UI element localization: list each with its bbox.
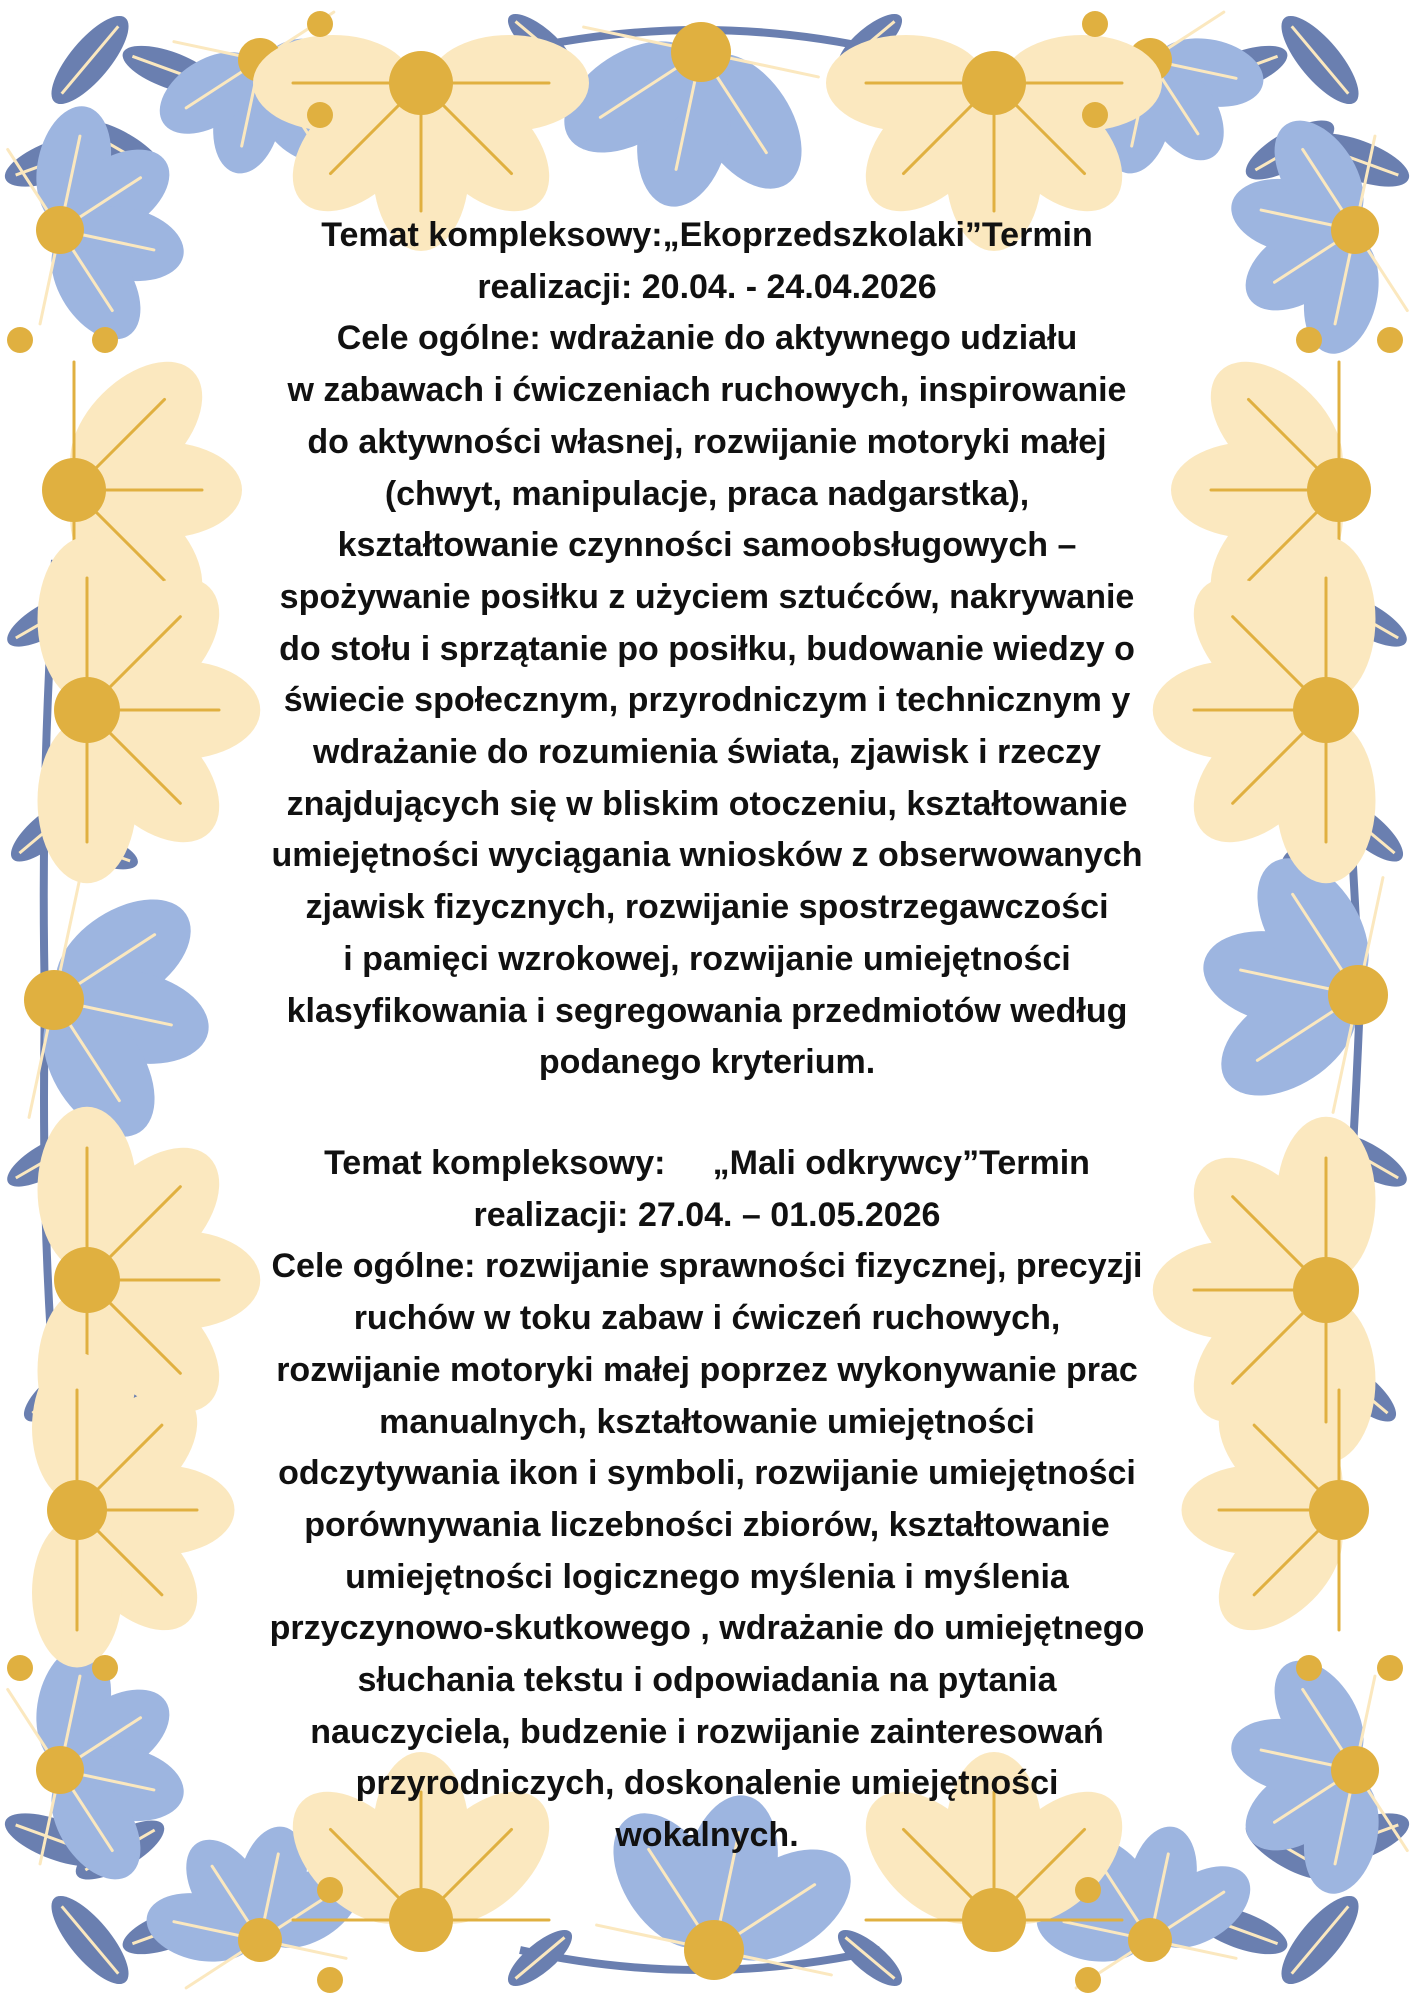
goals-text-line: do aktywności własnej, rozwijanie motoryki małej (307, 422, 1107, 461)
goals-text-line: przyczynowo-skutkowego , wdrażanie do umiejętnego (269, 1609, 1145, 1648)
goals-text-line: ruchów w toku zabaw i ćwiczeń ruchowych, (353, 1299, 1061, 1338)
gold-dot-icon (1377, 1655, 1403, 1681)
goals-text-line: Cele ogólne: wdrażanie do aktywnego udziału (336, 319, 1078, 358)
gold-dot-icon (1075, 1967, 1101, 1993)
goals-text-line: znajdujących się w bliskim otoczeniu, kształtowanie (286, 784, 1128, 823)
goals-text-line: rozwijanie motoryki małej poprzez wykonywanie prac (276, 1350, 1138, 1389)
goals-text-line: świecie społecznym, przyrodniczym i technicznym y (283, 681, 1131, 720)
goals-text-line: (chwyt, manipulacje, praca nadgarstka), (384, 474, 1030, 513)
goals-text-line: podanego kryterium. (538, 1043, 876, 1082)
goals-text-line: słuchania tekstu i odpowiadania na pytania (357, 1661, 1057, 1700)
gold-dot-icon (317, 1877, 343, 1903)
section-heading-line: Temat kompleksowy:„Ekoprzedszkolaki”Termin (321, 216, 1093, 254)
goals-text-line: Cele ogólne: rozwijanie sprawności fizycznej, precyzji (271, 1247, 1143, 1286)
goals-text-line: zjawisk fizycznych, rozwijanie spostrzegawczości (305, 888, 1109, 927)
gold-dot-icon (92, 1655, 118, 1681)
goals-text-line: w zabawach i ćwiczeniach ruchowych, inspirowanie (287, 371, 1127, 410)
goals-text-line: odczytywania ikon i symboli, rozwijanie umiejętności (278, 1454, 1136, 1493)
gold-dot-icon (7, 327, 33, 353)
goals-text-line: porównywania liczebności zbiorów, kształtowanie (304, 1505, 1110, 1544)
goals-text-line: umiejętności logicznego myślenia i myślenia (345, 1557, 1069, 1596)
section-heading-line: realizacji: 27.04. – 01.05.2026 (473, 1195, 941, 1234)
goals-text-line: spożywanie posiłku z użyciem sztućców, nakrywanie (279, 577, 1135, 616)
goals-text-line: i pamięci wzrokowej, rozwijanie umiejętności (343, 939, 1071, 978)
goals-text-line: wokalnych. (615, 1816, 799, 1855)
gold-dot-icon (1296, 327, 1322, 353)
gold-dot-icon (307, 11, 333, 37)
section-heading-line: Temat kompleksowy: „Mali odkrywcy”Termin (324, 1144, 1090, 1182)
goals-text-line: kształtowanie czynności samoobsługowych – (337, 526, 1077, 565)
theme-section-mali-odkrywcy (150, 1138, 1264, 1862)
gold-dot-icon (92, 327, 118, 353)
gold-dot-icon (1377, 327, 1403, 353)
gold-dot-icon (1296, 1655, 1322, 1681)
goals-text-line: wdrażanie do rozumienia świata, zjawisk i rzeczy (313, 733, 1101, 772)
goals-text-line: umiejętności wyciągania wniosków z obserwowanych (271, 836, 1143, 875)
goals-text-line: przyrodniczych, doskonalenie umiejętności (355, 1764, 1059, 1803)
gold-dot-icon (317, 1967, 343, 1993)
gold-dot-icon (307, 102, 333, 128)
gold-dot-icon (1082, 102, 1108, 128)
goals-text-line: manualnych, kształtowanie umiejętności (379, 1402, 1035, 1441)
gold-dot-icon (7, 1655, 33, 1681)
goals-text-line: klasyfikowania i segregowania przedmiotów według (286, 991, 1128, 1030)
goals-text-line: nauczyciela, budzenie i rozwijanie zainteresowań (310, 1712, 1104, 1751)
goals-text-line: do stołu i sprzątanie po posiłku, budowanie wiedzy o (279, 629, 1135, 668)
gold-dot-icon (1082, 11, 1108, 37)
section-heading-line: realizacji: 20.04. - 24.04.2026 (477, 267, 937, 306)
gold-dot-icon (1075, 1877, 1101, 1903)
theme-section-ekoprzedszkolaki (150, 210, 1264, 1089)
